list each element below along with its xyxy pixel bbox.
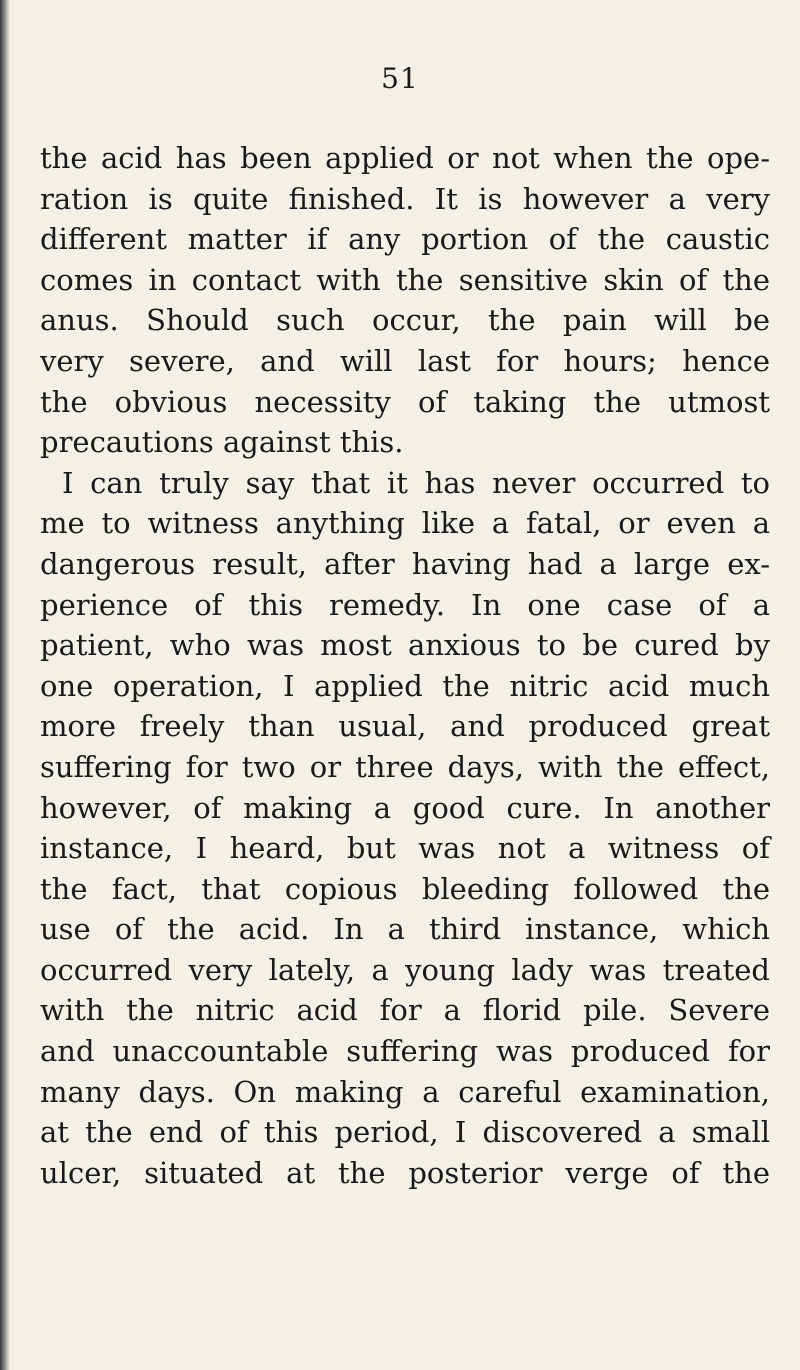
text-line: however, of making a good cure. In another bbox=[40, 790, 770, 825]
text-line: perience of this remedy. In one case of a bbox=[40, 587, 770, 622]
text-line: dangerous result, after having had a large ex- bbox=[40, 546, 770, 581]
text-line: comes in contact with the sensitive skin of the bbox=[40, 262, 770, 297]
text-line: use of the acid. In a third instance, which bbox=[40, 912, 770, 947]
text-line: ulcer, situated at the posterior verge of the bbox=[40, 1155, 770, 1190]
text-line: different matter if any portion of the caustic bbox=[40, 222, 770, 257]
text-line: one operation, I applied the nitric acid much bbox=[40, 668, 770, 703]
text-line: very severe, and will last for hours; hence bbox=[40, 343, 770, 378]
text-line: occurred very lately, a young lady was treated bbox=[40, 952, 770, 987]
page-number: 51 bbox=[381, 62, 419, 95]
text-line: the obvious necessity of taking the utmost bbox=[40, 384, 770, 419]
text-line: with the nitric acid for a florid pile. Severe bbox=[40, 993, 770, 1028]
paragraph-end-line: precautions against this. bbox=[40, 425, 404, 460]
text-line: and unaccountable suffering was produced for bbox=[40, 1034, 770, 1069]
text-line: ration is quite finished. It is however a very bbox=[40, 181, 770, 216]
text-line: at the end of this period, I discovered a small bbox=[40, 1115, 770, 1150]
text-line: more freely than usual, and produced great bbox=[40, 709, 770, 744]
book-spine-edge bbox=[0, 0, 10, 1370]
text-line: the fact, that copious bleeding followed the bbox=[40, 871, 770, 906]
body-text bbox=[40, 138, 770, 1193]
text-line: suffering for two or three days, with the effect, bbox=[40, 749, 770, 784]
paragraph-start-line: I can truly say that it has never occurred to bbox=[62, 465, 770, 500]
text-line: anus. Should such occur, the pain will be bbox=[40, 303, 770, 338]
text-line: many days. On making a careful examination, bbox=[40, 1074, 770, 1109]
text-line: patient, who was most anxious to be cured by bbox=[40, 628, 770, 663]
text-line: the acid has been applied or not when the ope- bbox=[40, 141, 770, 175]
text-line: instance, I heard, but was not a witness of bbox=[40, 831, 770, 866]
text-line: me to witness anything like a fatal, or even a bbox=[40, 506, 770, 541]
